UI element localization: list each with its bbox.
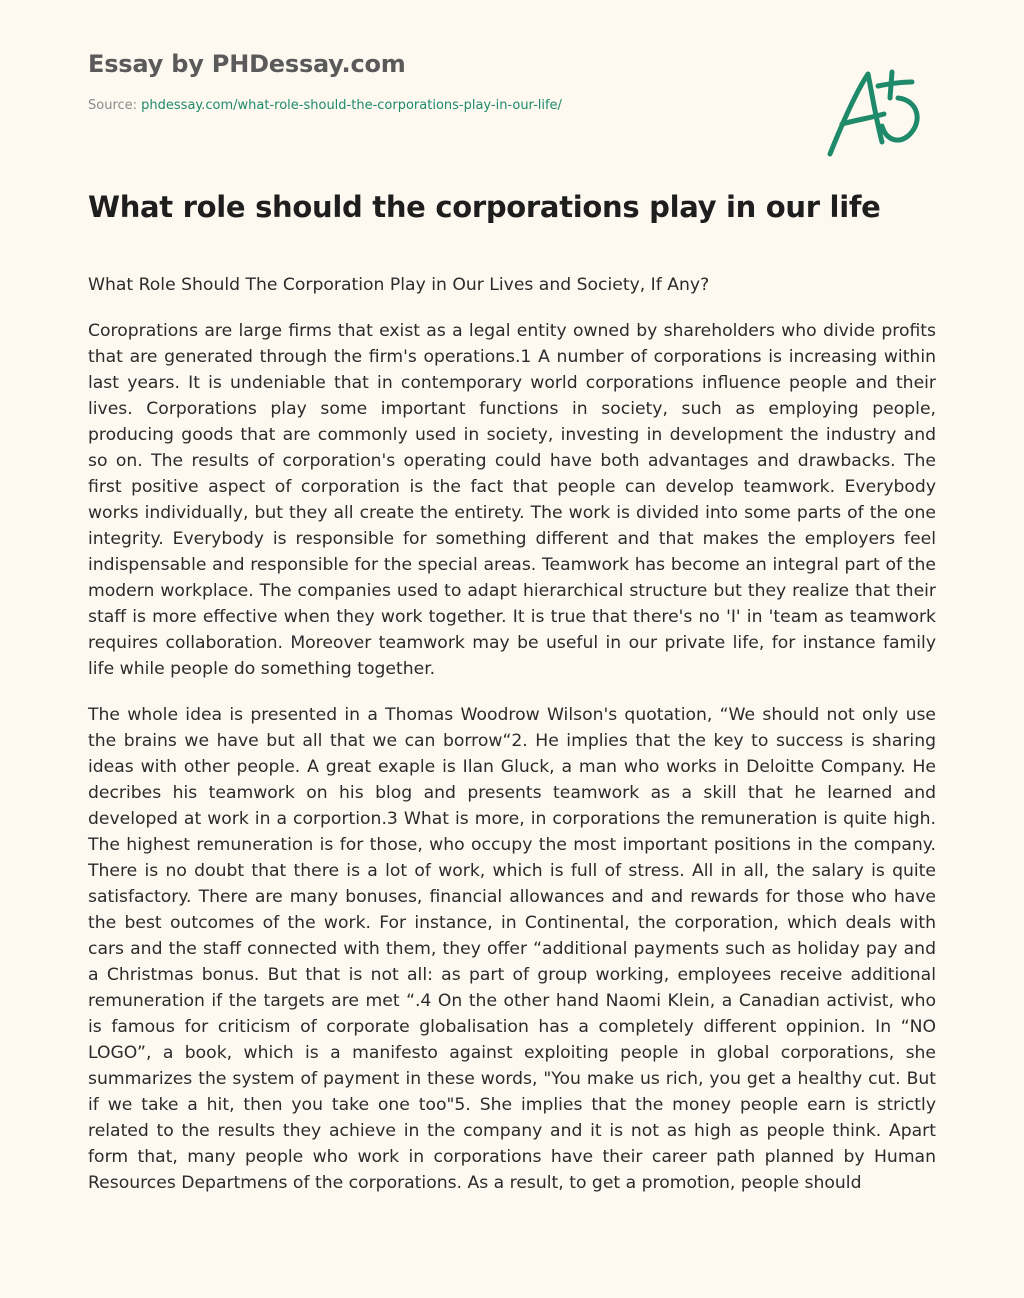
source-line [88,98,562,113]
a-plus-grade-icon [822,64,932,164]
source-label: Source: [88,98,138,113]
source-link[interactable]: phdessay.com/what-role-should-the-corporations-play-in-our-life/ [141,98,562,113]
essay-paragraph: Coroprations are large firms that exist as a legal entity owned by shareholders who divide profits that are generated through the firm's operations.1 A number of corporations is increasing within last years. It is undeniable that in contemporary world corporations influence people and their lives. Corporations play some important functions in society, such as employing people, producing goods that are commonly used in society, investing in development the industry and so on. The results of corporation's operating could have both advantages and drawbacks. The first positive aspect of corporation is the fact that people can develop teamwork. Everybody works individually, but they all create the entirety. The work is divided into some parts of the one integrity. Everybody is responsible for something different and that makes the employers feel indispensable and responsible for the special areas. Teamwork has become an integral part of the modern workplace. The companies used to adapt hierarchical structure but they realize that their staff is more effective when they work together. It is true that there's no 'I' in 'team as teamwork requires collaboration. Moreover teamwork may be useful in our private life, for instance family life while people do something together. [88,321,936,679]
essay-subtitle: What Role Should The Corporation Play in Our Lives and Society, If Any? [88,275,710,295]
essay-paragraph: The whole idea is presented in a Thomas Woodrow Wilson's quotation, “We should not only use the brains we have but all that we can borrow“2. He implies that the key to success is sharing ideas with other people. A great exaple is Ilan Gluck, a man who works in Deloitte Company. He decribes his teamwork on his blog and presents teamwork as a skill that he learned and developed at work in a corportion.3 What is more, in corporations the remuneration is quite high. The highest remuneration is for those, who occupy the most important positions in the company. There is no doubt that there is a lot of work, which is full of stress. All in all, the salary is quite satisfactory. There are many bonuses, financial allowances and and rewards for those who have the best outcomes of the work. For instance, in Continental, the corporation, which deals with cars and the staff connected with them, they offer “additional payments such as holiday pay and a Christmas bonus. But that is not all: as part of group working, employees receive additional remuneration if the targets are met “.4 On the other hand Naomi Klein, a Canadian activist, who is famous for criticism of corporate globalisation has a completely different oppinion. In “NO LOGO”, a book, which is a manifesto against exploiting people in global corporations, she summarizes the system of payment in these words, "You make us rich, you get a healthy cut. But if we take a hit, then you take one too"5. She implies that the money people earn is strictly related to the results they achieve in the company and it is not as high as people think. Apart form that, many people who work in corporations have their career path planned by Human Resources Departmens of the corporations. As a result, to get a promotion, people should [88,705,936,1193]
document-title: What role should the corporations play in our life [88,190,881,224]
essay-body [88,272,936,1216]
page-header [88,50,562,113]
site-title: Essay by PHDessay.com [88,50,406,78]
